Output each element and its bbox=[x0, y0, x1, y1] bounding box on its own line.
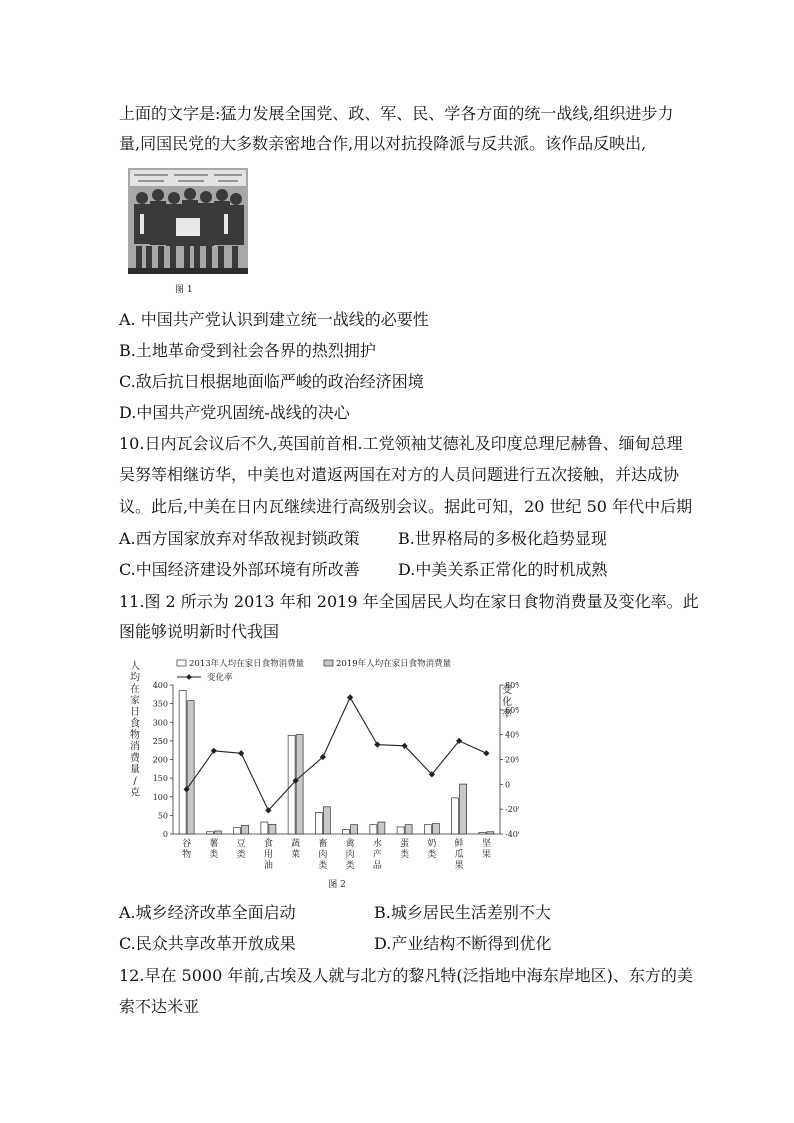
x-tick-label-char: 禽 bbox=[345, 839, 355, 849]
y-tick-label-left: 300 bbox=[152, 718, 168, 728]
x-tick-label-char: 豆 bbox=[236, 839, 246, 849]
question-11: 11.图 2 所示为 2013 年和 2019 年全国居民人均在家日食物消费量及变化率。此 bbox=[119, 592, 699, 611]
change-rate-line bbox=[187, 697, 487, 810]
y-axis-title-left-char: 费 bbox=[130, 753, 140, 764]
y-axis-title-left-char: 克 bbox=[130, 787, 140, 799]
bar-2019 bbox=[460, 784, 467, 834]
y-tick-label-right: 80 bbox=[505, 681, 516, 690]
bar-2013 bbox=[452, 798, 459, 834]
bar-2019 bbox=[351, 825, 358, 834]
y-tick-label-left: 150 bbox=[152, 774, 168, 784]
bar-2019 bbox=[432, 824, 439, 834]
x-tick-label-char: 用 bbox=[263, 850, 273, 860]
y-tick-label-right: 0 bbox=[505, 780, 511, 790]
y-tick-label-right: -40 bbox=[505, 830, 518, 839]
x-tick-label-char: 类 bbox=[427, 850, 437, 860]
y-axis-title-right-char: 率 bbox=[502, 709, 512, 720]
x-tick-label-char: 类 bbox=[400, 850, 410, 860]
bar-2019 bbox=[269, 824, 276, 834]
x-tick-label-char: 果 bbox=[454, 861, 464, 871]
bar-2019 bbox=[296, 735, 303, 834]
y-tick-label-left: 200 bbox=[152, 755, 168, 765]
y-tick-label-left: 350 bbox=[152, 699, 168, 709]
question-text: 议。此后,中美在日内瓦继续进行高级别会议。据此可知，20 世纪 50 年代中后期 bbox=[119, 497, 693, 516]
bar-2019 bbox=[487, 832, 494, 834]
y-axis-title-left-char: 食 bbox=[130, 718, 140, 730]
legend-swatch-2019 bbox=[324, 660, 333, 666]
option-b: B.世界格局的多极化趋势显现 bbox=[398, 529, 607, 548]
question-text: 索不达米亚 bbox=[119, 997, 200, 1016]
bar-2019 bbox=[323, 807, 330, 834]
option-c: C.民众共享改革开放成果 bbox=[119, 934, 296, 953]
change-rate-point bbox=[483, 750, 489, 756]
option-d: D.中美关系正常化的时机成熟 bbox=[398, 560, 608, 579]
y-axis-title-left-char: 日 bbox=[130, 707, 140, 718]
y-tick-label-left: 50 bbox=[157, 811, 168, 821]
bar-2013 bbox=[397, 827, 404, 834]
option-b: B.土地革命受到社会各界的热烈拥护 bbox=[119, 341, 376, 360]
y-tick-label-left: 400 bbox=[152, 681, 168, 690]
bar-2019 bbox=[378, 822, 385, 834]
x-tick-label-char: 谷 bbox=[182, 839, 192, 849]
x-tick-label-char: 肉 bbox=[345, 850, 355, 860]
x-tick-label-char: 品 bbox=[372, 861, 382, 871]
x-tick-label-char: 瓜 bbox=[454, 850, 464, 860]
change-rate-point bbox=[238, 750, 244, 756]
option-c: C.中国经济建设外部环境有所改善 bbox=[119, 560, 360, 579]
y-axis-title-left-char: 均 bbox=[130, 672, 140, 684]
x-tick-label-char: 类 bbox=[209, 850, 219, 860]
y-tick-label-left: 100 bbox=[152, 792, 168, 802]
x-tick-label-char: 鲜 bbox=[454, 839, 464, 849]
x-tick-label-char: 类 bbox=[318, 861, 328, 871]
x-tick-label-char: 畜 bbox=[318, 839, 328, 849]
x-tick-label-char: 类 bbox=[236, 850, 246, 860]
y-axis-title-left-char: 在 bbox=[130, 684, 140, 695]
y-axis-title-left-char: 量 bbox=[130, 764, 140, 776]
x-tick-label-char: 类 bbox=[345, 861, 355, 871]
bar-2013 bbox=[261, 822, 268, 834]
bar-2013 bbox=[370, 825, 377, 834]
chart-svg bbox=[119, 655, 519, 895]
y-tick-label-right: 20 bbox=[505, 755, 516, 765]
x-tick-label-char: 物 bbox=[182, 850, 192, 860]
woodcut-image bbox=[128, 168, 248, 274]
chart-caption: 图 2 bbox=[328, 880, 346, 890]
bar-2013 bbox=[315, 812, 322, 834]
change-rate-point bbox=[374, 741, 380, 747]
option-d: D.中国共产党巩固统-战线的决心 bbox=[119, 403, 350, 422]
legend-swatch-2013 bbox=[177, 660, 186, 666]
bar-2013 bbox=[179, 691, 186, 834]
x-tick-label-char: 产 bbox=[372, 850, 382, 860]
x-tick-label-char: 薯 bbox=[209, 839, 219, 849]
bar-2013 bbox=[206, 832, 213, 834]
text-line: 量,同国民党的大多数亲密地合作,用以对抗投降派与反共派。该作品反映出, bbox=[119, 134, 647, 153]
change-rate-point bbox=[347, 694, 353, 700]
y-axis-title-left-char: 消 bbox=[130, 741, 140, 753]
figure-caption: 图 1 bbox=[175, 285, 193, 295]
x-tick-label-char: 水 bbox=[372, 839, 382, 849]
x-tick-label-char: 奶 bbox=[427, 839, 437, 849]
y-tick-label-left: 250 bbox=[152, 736, 168, 746]
x-tick-label-char: 菜 bbox=[291, 850, 301, 860]
option-c: C.敌后抗日根据地面临严峻的政治经济困境 bbox=[119, 372, 424, 391]
x-tick-label-char: 坚 bbox=[481, 839, 491, 849]
question-10: 10.日内瓦会议后不久,英国前首相.工党领袖艾德礼及印度总理尼赫鲁、缅甸总理 bbox=[119, 434, 683, 453]
bar-2019 bbox=[187, 701, 194, 834]
bar-2013 bbox=[424, 825, 431, 834]
question-text: 吴努等相继访华，中美也对遣返两国在对方的人员问题进行五次接触，并达成协 bbox=[119, 465, 680, 484]
y-tick-label-left: 0 bbox=[162, 830, 168, 839]
y-axis-title-left-char: 家 bbox=[130, 695, 140, 707]
x-tick-label-char: 油 bbox=[263, 861, 273, 871]
option-a: A.城乡经济改革全面启动 bbox=[119, 903, 296, 922]
bar-2019 bbox=[405, 825, 412, 834]
bar-2013 bbox=[479, 833, 486, 834]
y-axis-title-left-char: 物 bbox=[130, 730, 140, 741]
x-tick-label-char: 蔬 bbox=[291, 839, 301, 849]
bar-2013 bbox=[343, 830, 350, 834]
legend-label-2019: 2019年人均在家日食物消费量 bbox=[336, 659, 452, 669]
y-axis-title-right-char: 变 bbox=[502, 685, 512, 696]
x-tick-label-char: 果 bbox=[481, 850, 491, 860]
y-tick-label-right: 40 bbox=[505, 730, 516, 740]
option-a: A. 中国共产党认识到建立统一战线的必要性 bbox=[119, 310, 429, 329]
option-a: A.西方国家放弃对华敌视封锁政策 bbox=[119, 529, 360, 548]
y-tick-label-right: -20 bbox=[505, 805, 518, 815]
option-b: B.城乡居民生活差别不大 bbox=[374, 903, 551, 922]
chart-figure-2 bbox=[119, 655, 519, 895]
legend-marker-rate bbox=[186, 674, 192, 680]
legend-label-2013: 2013年人均在家日食物消费量 bbox=[189, 659, 305, 669]
legend-label-rate: 变化率 bbox=[207, 673, 233, 683]
bar-2019 bbox=[242, 825, 249, 834]
question-text: 图能够说明新时代我国 bbox=[119, 622, 280, 641]
y-axis-title-left-char: / bbox=[133, 776, 137, 787]
x-tick-label-char: 食 bbox=[263, 839, 273, 849]
x-tick-label-char: 蛋 bbox=[400, 839, 410, 849]
x-tick-label-char: 肉 bbox=[318, 850, 328, 860]
option-d: D.产业结构不断得到优化 bbox=[374, 934, 552, 953]
y-axis-title-left-char: 人 bbox=[130, 661, 140, 672]
bar-2013 bbox=[234, 828, 241, 834]
bar-2019 bbox=[214, 831, 221, 834]
text-line: 上面的文字是:猛力发展全国党、政、军、民、学各方面的统一战线,组织进步力 bbox=[119, 104, 674, 123]
y-tick-label-right: 60 bbox=[505, 705, 516, 715]
y-axis-title-right-char: 化 bbox=[502, 697, 512, 708]
question-12: 12.早在 5000 年前,古埃及人就与北方的黎凡特(泛指地中海东岸地区)、东方的美 bbox=[119, 966, 693, 985]
